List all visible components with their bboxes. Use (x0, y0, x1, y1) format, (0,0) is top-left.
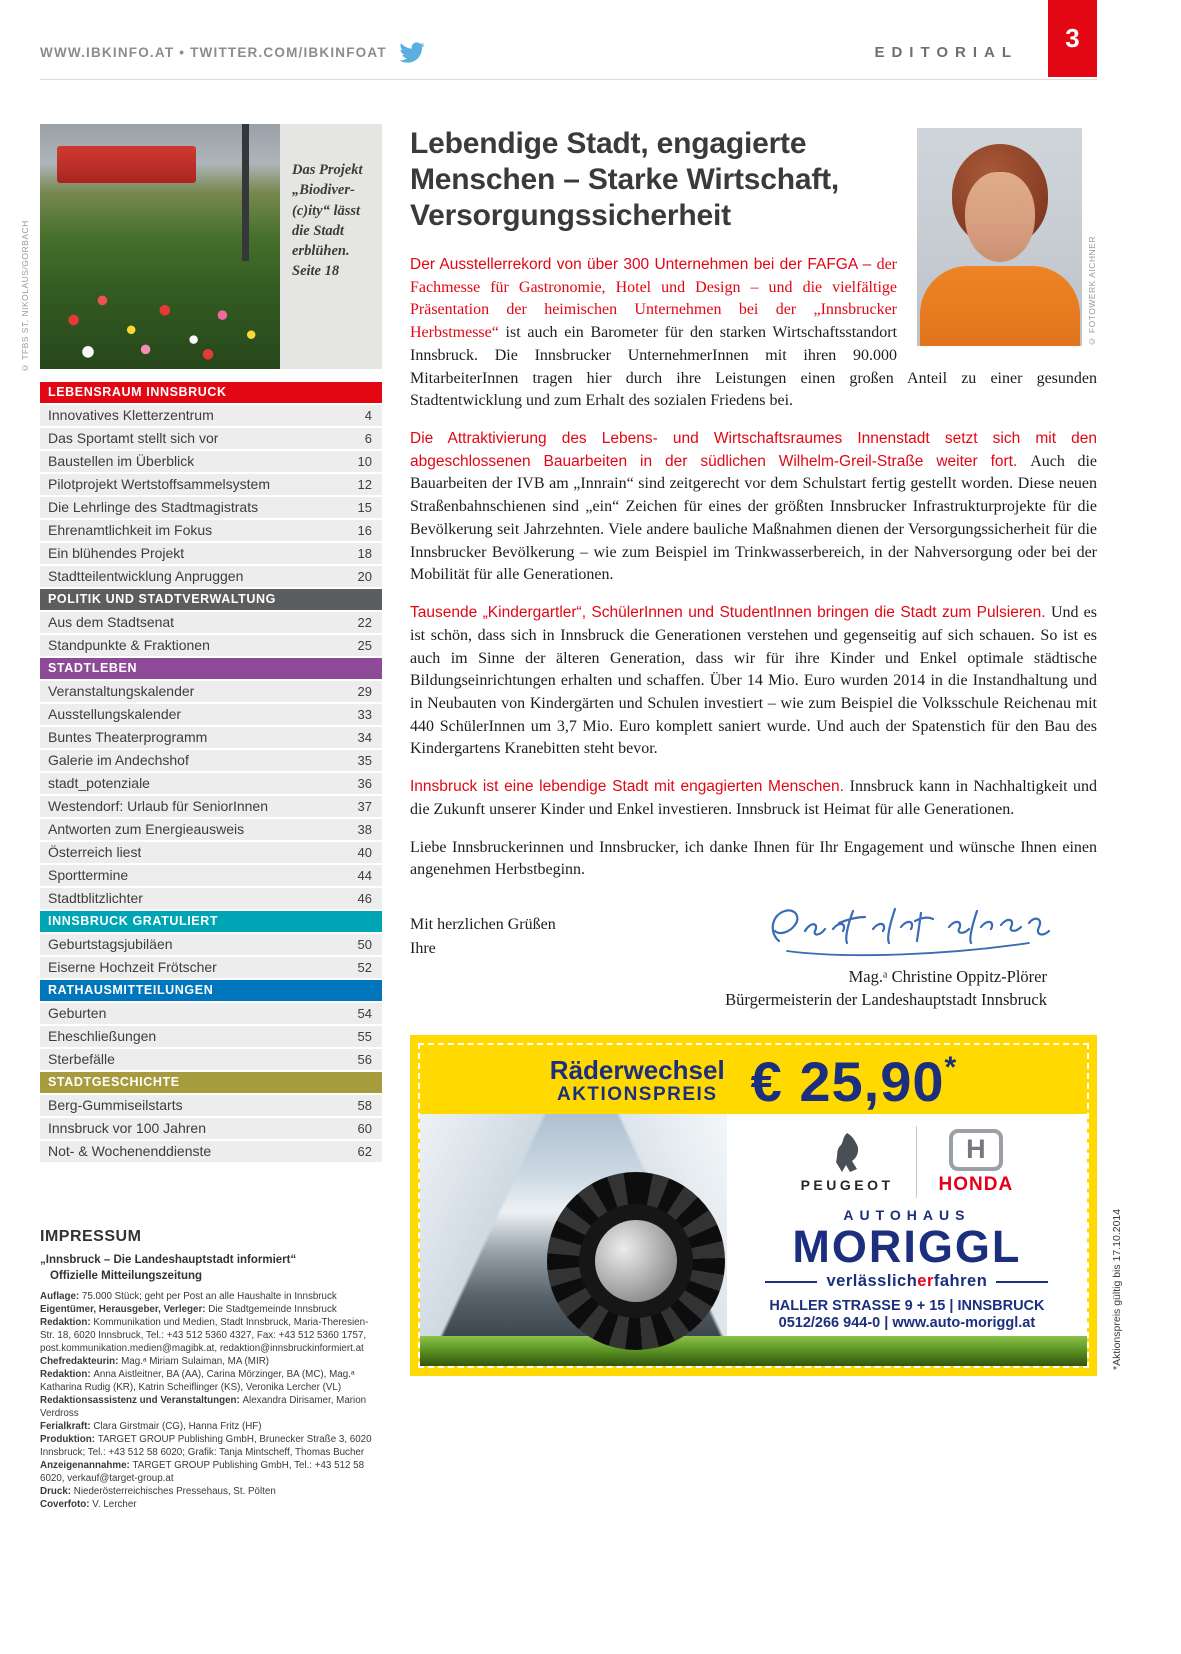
toc-item-label: Stadtblitzlichter (48, 890, 143, 906)
paragraph-text: Auch die Bauarbeiten der IVB am „Innrain“ sind zeitgerecht vor dem Schulstart fertig gestellt worden. Diese neuen Straßenbahnschienen sind „ein“ Zeichen für eines der größten Innsbrucker Infrastrukturprojekte für die Bevölkerung seit Jahrzehnten. Viele andere bauliche Maßnahmen dienen der Versorgungssicherheit für die Innsbrucker Bevölkerung – wie zum Beispiel im Trinkwasserbereich, in der Nahversorgung oder bei der Mobilität für alle Generationen. (410, 452, 1098, 584)
page-number: 3 (1065, 23, 1080, 53)
toc-item (40, 865, 382, 886)
dealer-type: AUTOHAUS (843, 1207, 971, 1224)
toc-item-page: 46 (357, 891, 372, 906)
toc-item-label: Innovatives Kletterzentrum (48, 407, 214, 423)
wheel-hub (595, 1220, 677, 1302)
paragraph-text: ist auch ein Barometer für den starken Wirtschaftsstandort Innsbruck. Die Innsbrucker UnternehmerInnen mit ihren 90.000 MitarbeiterInnen tragen hier durch ihre Leistungen einen großen Anteil zu einer gesunden Stadtentwicklung und zum Erhalt des sozialen Friedens bei. (410, 324, 1097, 410)
impressum-line-label: Redaktion: (40, 1317, 94, 1329)
article-body (410, 254, 1097, 882)
impressum-title: IMPRESSUM (40, 1228, 142, 1245)
toc-item-label: Innsbruck vor 100 Jahren (48, 1120, 206, 1136)
impressum-line: Produktion: TARGET GROUP Publishing GmbH, Brunecker Straße 3, 6020 Innsbruck; Tel.: +43 512 58 6020; Grafik: Tanja Mintscheff, Thomas Bucher (40, 1434, 372, 1459)
slogan-part-2: er (917, 1272, 934, 1291)
toc-item-page: 38 (357, 822, 372, 837)
toc-item (40, 474, 382, 495)
impressum-line-label: Ferialkraft: (40, 1421, 94, 1433)
impressum-subtitle2: Offizielle Mitteilungszeitung (50, 1269, 203, 1282)
header-left (40, 40, 427, 65)
toc-item-page: 6 (364, 431, 372, 446)
toc-item-label: Das Sportamt stellt sich vor (48, 430, 219, 446)
impressum-subtitle: „Innsbruck – Die Landeshauptstadt informiert“ (40, 1254, 297, 1266)
tire-graphic (547, 1172, 725, 1350)
toc-item-page: 35 (357, 753, 372, 768)
toc-item (40, 1095, 382, 1116)
toc-item-page: 34 (357, 730, 372, 745)
toc-item-page: 16 (357, 523, 372, 538)
toc-item (40, 1026, 382, 1047)
impressum-lines (40, 1290, 382, 1511)
toc-item-page: 33 (357, 707, 372, 722)
toc-item (40, 750, 382, 771)
paragraph-lead: Die Attraktivierung des Lebens- und Wirtschaftsraumes Innenstadt setzt sich mit den abgeschlossenen Bauarbeiten in der südlichen Wilhelm-Greil-Straße weiter fort. (410, 430, 1097, 470)
portrait-face (965, 172, 1035, 262)
impressum-line-label: Auflage: (40, 1291, 82, 1303)
toc-item (40, 796, 382, 817)
signature-row (410, 897, 1097, 961)
photo-caption: Das Projekt „Biodiver-(c)ity“ lässt die Stadt erblühen. Seite 18 (280, 124, 382, 369)
toc-item-label: stadt_potenziale (48, 775, 150, 791)
impressum-line-label: Redaktion: (40, 1369, 94, 1381)
toc-item (40, 704, 382, 725)
dealer-address: HALLER STRASSE 9 + 15 | INNSBRUCK (769, 1298, 1045, 1315)
ad-price-banner (420, 1045, 1087, 1114)
toc-item (40, 1003, 382, 1024)
impressum-line: Druck: Niederösterreichisches Pressehaus, St. Pölten (40, 1486, 276, 1498)
toc-item-label: Geburtstagsjubiläen (48, 936, 173, 952)
paragraph-lead-serif: der Fachmesse für Gastronomie, Hotel und Design – und die vielfältige Präsentation der heimischen Unternehmen bei der „Innsbrucker Herbstmesse“ (410, 256, 897, 342)
toc-item-label: Geburten (48, 1005, 107, 1021)
article-paragraph (410, 428, 1097, 587)
toc-item-page: 22 (357, 615, 372, 630)
toc-item-page: 60 (357, 1121, 372, 1136)
toc-item-label: Österreich liest (48, 844, 142, 860)
impressum (40, 1228, 382, 1511)
dealer-panel (727, 1114, 1087, 1336)
toc-item-page: 50 (357, 937, 372, 952)
editorial-column (410, 124, 1123, 1511)
slogan-part-3: fahren (933, 1272, 988, 1291)
toc-item-label: Eiserne Hochzeit Frötscher (48, 959, 217, 975)
toc-item-page: 4 (364, 408, 372, 423)
impressum-line-label: Redaktionsassistenz und Veranstaltungen: (40, 1395, 243, 1407)
toc-item (40, 451, 382, 472)
toc-item (40, 681, 382, 702)
ad-product: Räderwechsel (549, 1055, 725, 1085)
article-paragraph (410, 837, 1097, 882)
toc-item (40, 727, 382, 748)
closing-greeting (410, 913, 556, 961)
impressum-line: Redaktion: Anna Aistleitner, BA (AA), Carina Mörzinger, BA (MC), Mag.ᵃ Katharina Rudig (KR), Katrin Scheiflinger (KS), Veronika Lercher (VL) (40, 1369, 355, 1394)
ad-price: € 25,90* (750, 1050, 958, 1114)
impressum-line-label: Chefredakteurin: (40, 1356, 122, 1368)
ad-promo-label: AKTIONSPREIS (556, 1084, 718, 1106)
toc-item-page: 62 (357, 1144, 372, 1159)
toc-item-page: 56 (357, 1052, 372, 1067)
peugeot-lion-icon (829, 1132, 865, 1174)
toc-item-page: 29 (357, 684, 372, 699)
toc-item (40, 957, 382, 978)
toc-item-page: 58 (357, 1098, 372, 1113)
toc-item (40, 497, 382, 518)
toc-item-label: Baustellen im Überblick (48, 453, 195, 469)
author-block (410, 965, 1097, 1011)
toc-item-label: Pilotprojekt Wertstoffsammelsystem (48, 476, 270, 492)
honda-h-emblem: H (949, 1129, 1003, 1171)
paragraph-text: Und es ist schön, dass sich in Innsbruck die Generationen verstehen und gegenseitig auf sich schauen. So ist es auch im Sinne der älteren Generation, dass wir für ihre Kinder und Enkel optimale städtische Bildungseinrichtungen erhalten und schaffen. Über 14 Mio. Euro wurden 2014 in die Instandhaltung und in Neubauten von Kindergärten und Schulen investiert – wie zum Beispiel die Volksschule Reichenau mit 440 SchülerInnen um 3,7 Mio. Euro komplett saniert wurde. Und auch der Spatenstich für den Bau des Kindergartens Kranebitten steht bevor. (410, 604, 1097, 758)
paragraph-lead: Tausende „Kindergartler“, SchülerInnen und StudentInnen bringen die Stadt zum Pulsieren. (410, 604, 1051, 622)
impressum-line: Redaktion: Kommunikation und Medien, Stadt Innsbruck, Maria-Theresien-Str. 18, 6020 Innsbruck, Tel.: +43 512 5360 4327, Fax: +43 512 5360 1757, post.kommunikation.medien@magibk.at, redaktion@innsbruckinformiert.at (40, 1317, 369, 1355)
toc-item (40, 934, 382, 955)
paragraph-text: Innsbruck kann in Nachhaltigkeit und die Zukunft unserer Kinder und Enkel investieren. Innsbruck ist Heimat für alle Generationen. (410, 778, 1098, 818)
toc-item-label: Not- & Wochenenddienste (48, 1143, 212, 1159)
toc-item-label: Sterbefälle (48, 1051, 115, 1067)
toc-item-label: Die Lehrlinge des Stadtmagistrats (48, 499, 259, 515)
toc-item-label: Westendorf: Urlaub für SeniorInnen (48, 798, 268, 814)
toc-item-page: 44 (357, 868, 372, 883)
toc-item-label: Veranstaltungskalender (48, 683, 195, 699)
toc-section-header: LEBENSRAUM INNSBRUCK (40, 382, 382, 403)
honda-logo (939, 1129, 1014, 1196)
honda-wordmark: HONDA (938, 1173, 1014, 1195)
peugeot-logo (801, 1132, 894, 1193)
peugeot-wordmark: PEUGEOT (800, 1176, 894, 1193)
slogan-part-1: verlässlich (826, 1272, 918, 1291)
impressum-line: Ferialkraft: Clara Girstmair (CG), Hanna Fritz (HF) (40, 1421, 262, 1433)
toc-item-label: Sporttermine (48, 867, 129, 883)
toc-item-page: 18 (357, 546, 372, 561)
toc-item (40, 1141, 382, 1162)
toc-item-label: Ein blühendes Projekt (48, 545, 185, 561)
toc-item-page: 52 (357, 960, 372, 975)
cover-teaser-block (40, 124, 382, 369)
toc-item-page: 55 (357, 1029, 372, 1044)
toc-item (40, 888, 382, 909)
toc-item-page: 40 (357, 845, 372, 860)
toc-item-page: 10 (357, 454, 372, 469)
paragraph-lead: Innsbruck ist eine lebendige Stadt mit engagierten Menschen. (410, 778, 850, 796)
toc-item-label: Antworten zum Energieausweis (48, 821, 245, 837)
toc-section-header: POLITIK UND STADTVERWALTUNG (40, 589, 382, 610)
impressum-line-label: Druck: (40, 1486, 74, 1498)
article-paragraph (410, 776, 1097, 821)
flowers-photo-credit: © TFBS ST. NIKOLAUS/GORBACH (20, 220, 30, 373)
toc-item (40, 543, 382, 564)
toc-item (40, 635, 382, 656)
toc-item (40, 1118, 382, 1139)
toc-section-header: STADTLEBEN (40, 658, 382, 679)
impressum-line: Coverfoto: V. Lercher (40, 1499, 137, 1511)
website-url: WWW.IBKINFO.AT • TWITTER.COM/IBKINFOAT (40, 45, 387, 60)
toc-item (40, 520, 382, 541)
toc-item-page: 54 (357, 1006, 372, 1021)
toc-item-label: Eheschließungen (48, 1028, 157, 1044)
toc-item (40, 819, 382, 840)
author-title: Bürgermeisterin der Landeshauptstadt Innsbruck (725, 990, 1047, 1010)
impressum-line-label: Anzeigenannahme: (40, 1460, 133, 1472)
toc-item (40, 566, 382, 587)
impressum-line-label: Produktion: (40, 1434, 98, 1446)
impressum-line: Anzeigenannahme: TARGET GROUP Publishing GmbH, Tel.: +43 512 58 6020, verkauf@target-group.at (40, 1460, 365, 1485)
toc-section-header: RATHAUSMITTEILUNGEN (40, 980, 382, 1001)
dealer-slogan (765, 1272, 1048, 1291)
author-name: Mag.ᵃ Christine Oppitz-Plörer (848, 966, 1047, 986)
toc-section-header: STADTGESCHICHTE (40, 1072, 382, 1093)
toc-item-label: Galerie im Andechshof (48, 752, 189, 768)
portrait-photo (917, 128, 1082, 346)
toc-item (40, 405, 382, 426)
toc-item-label: Standpunkte & Fraktionen (48, 637, 210, 653)
article-title: Lebendige Stadt, engagierte Menschen – Starke Wirtschaft, Versorgungssicherheit (410, 127, 840, 232)
page-number-box (1048, 0, 1097, 77)
advertisement (410, 1035, 1123, 1376)
impressum-line-label: Coverfoto: (40, 1499, 93, 1511)
twitter-icon (397, 40, 427, 65)
toc-item (40, 773, 382, 794)
page-header (0, 0, 1181, 65)
greeting-line-1: Mit herzlichen Grüßen (410, 915, 556, 933)
left-column (40, 124, 382, 1511)
dealer-name: MORIGGL (792, 1221, 1022, 1273)
logo-divider (916, 1126, 917, 1198)
grass-strip (420, 1336, 1087, 1366)
impressum-line: Eigentümer, Herausgeber, Verleger: Die Stadtgemeinde Innsbruck (40, 1304, 337, 1316)
impressum-line: Auflage: 75.000 Stück; geht per Post an alle Haushalte in Innsbruck (40, 1291, 337, 1303)
section-label: EDITORIAL (874, 44, 1018, 61)
impressum-line: Chefredakteurin: Mag.ᵃ Miriam Sulaiman, MA (MIR) (40, 1356, 270, 1368)
toc-item-page: 15 (357, 500, 372, 515)
toc-item (40, 1049, 382, 1070)
impressum-line-label: Eigentümer, Herausgeber, Verleger: (40, 1304, 209, 1316)
slogan-rule-left (765, 1281, 817, 1283)
toc-item-page: 25 (357, 638, 372, 653)
toc-item-page: 20 (357, 569, 372, 584)
toc-item-label: Stadtteilentwicklung Anpruggen (48, 568, 244, 584)
toc-item-label: Buntes Theaterprogramm (48, 729, 208, 745)
slogan-rule-right (996, 1281, 1048, 1283)
toc-item (40, 428, 382, 449)
handwritten-signature (757, 897, 1057, 961)
brand-logos (801, 1126, 1014, 1198)
toc-item-label: Ausstellungskalender (48, 706, 182, 722)
toc-section-header: INNSBRUCK GRATULIERT (40, 911, 382, 932)
mayor-portrait (917, 128, 1097, 346)
dealer-contact: 0512/266 944-0 | www.auto-moriggl.at (778, 1315, 1036, 1332)
winter-tire-photo (420, 1114, 727, 1336)
flowers-street-photo (40, 124, 280, 369)
toc-item-label: Berg-Gummiseilstarts (48, 1097, 183, 1113)
impressum-line: Redaktionsassistenz und Veranstaltungen: Alexandra Dirisamer, Marion Verdross (40, 1395, 367, 1420)
portrait-jacket (920, 266, 1080, 346)
ad-validity-note: *Aktionspreis gültig bis 17.10.2014 (1111, 1209, 1123, 1371)
toc-item-page: 36 (357, 776, 372, 791)
portrait-photo-credit: © FOTOWERK AICHNER (1087, 235, 1097, 346)
table-of-contents (40, 382, 382, 1162)
ad-coupon-frame (418, 1043, 1089, 1368)
toc-item-label: Ehrenamtlichkeit im Fokus (48, 522, 213, 538)
price-asterisk: * (944, 1051, 958, 1085)
toc-item-page: 37 (357, 799, 372, 814)
toc-item-label: Aus dem Stadtsenat (48, 614, 175, 630)
article-paragraph (410, 602, 1097, 761)
paragraph-lead: Der Ausstellerrekord von über 300 Unternehmen bei der FAFGA – (410, 256, 877, 273)
toc-item-page: 12 (357, 477, 372, 492)
toc-item (40, 612, 382, 633)
greeting-line-2: Ihre (410, 939, 436, 957)
paragraph-text: Liebe Innsbruckerinnen und Innsbrucker, ich danke Ihnen für Ihr Engagement und wünsche Ihnen einen angenehmen Herbstbeginn. (410, 838, 1097, 879)
toc-item (40, 842, 382, 863)
